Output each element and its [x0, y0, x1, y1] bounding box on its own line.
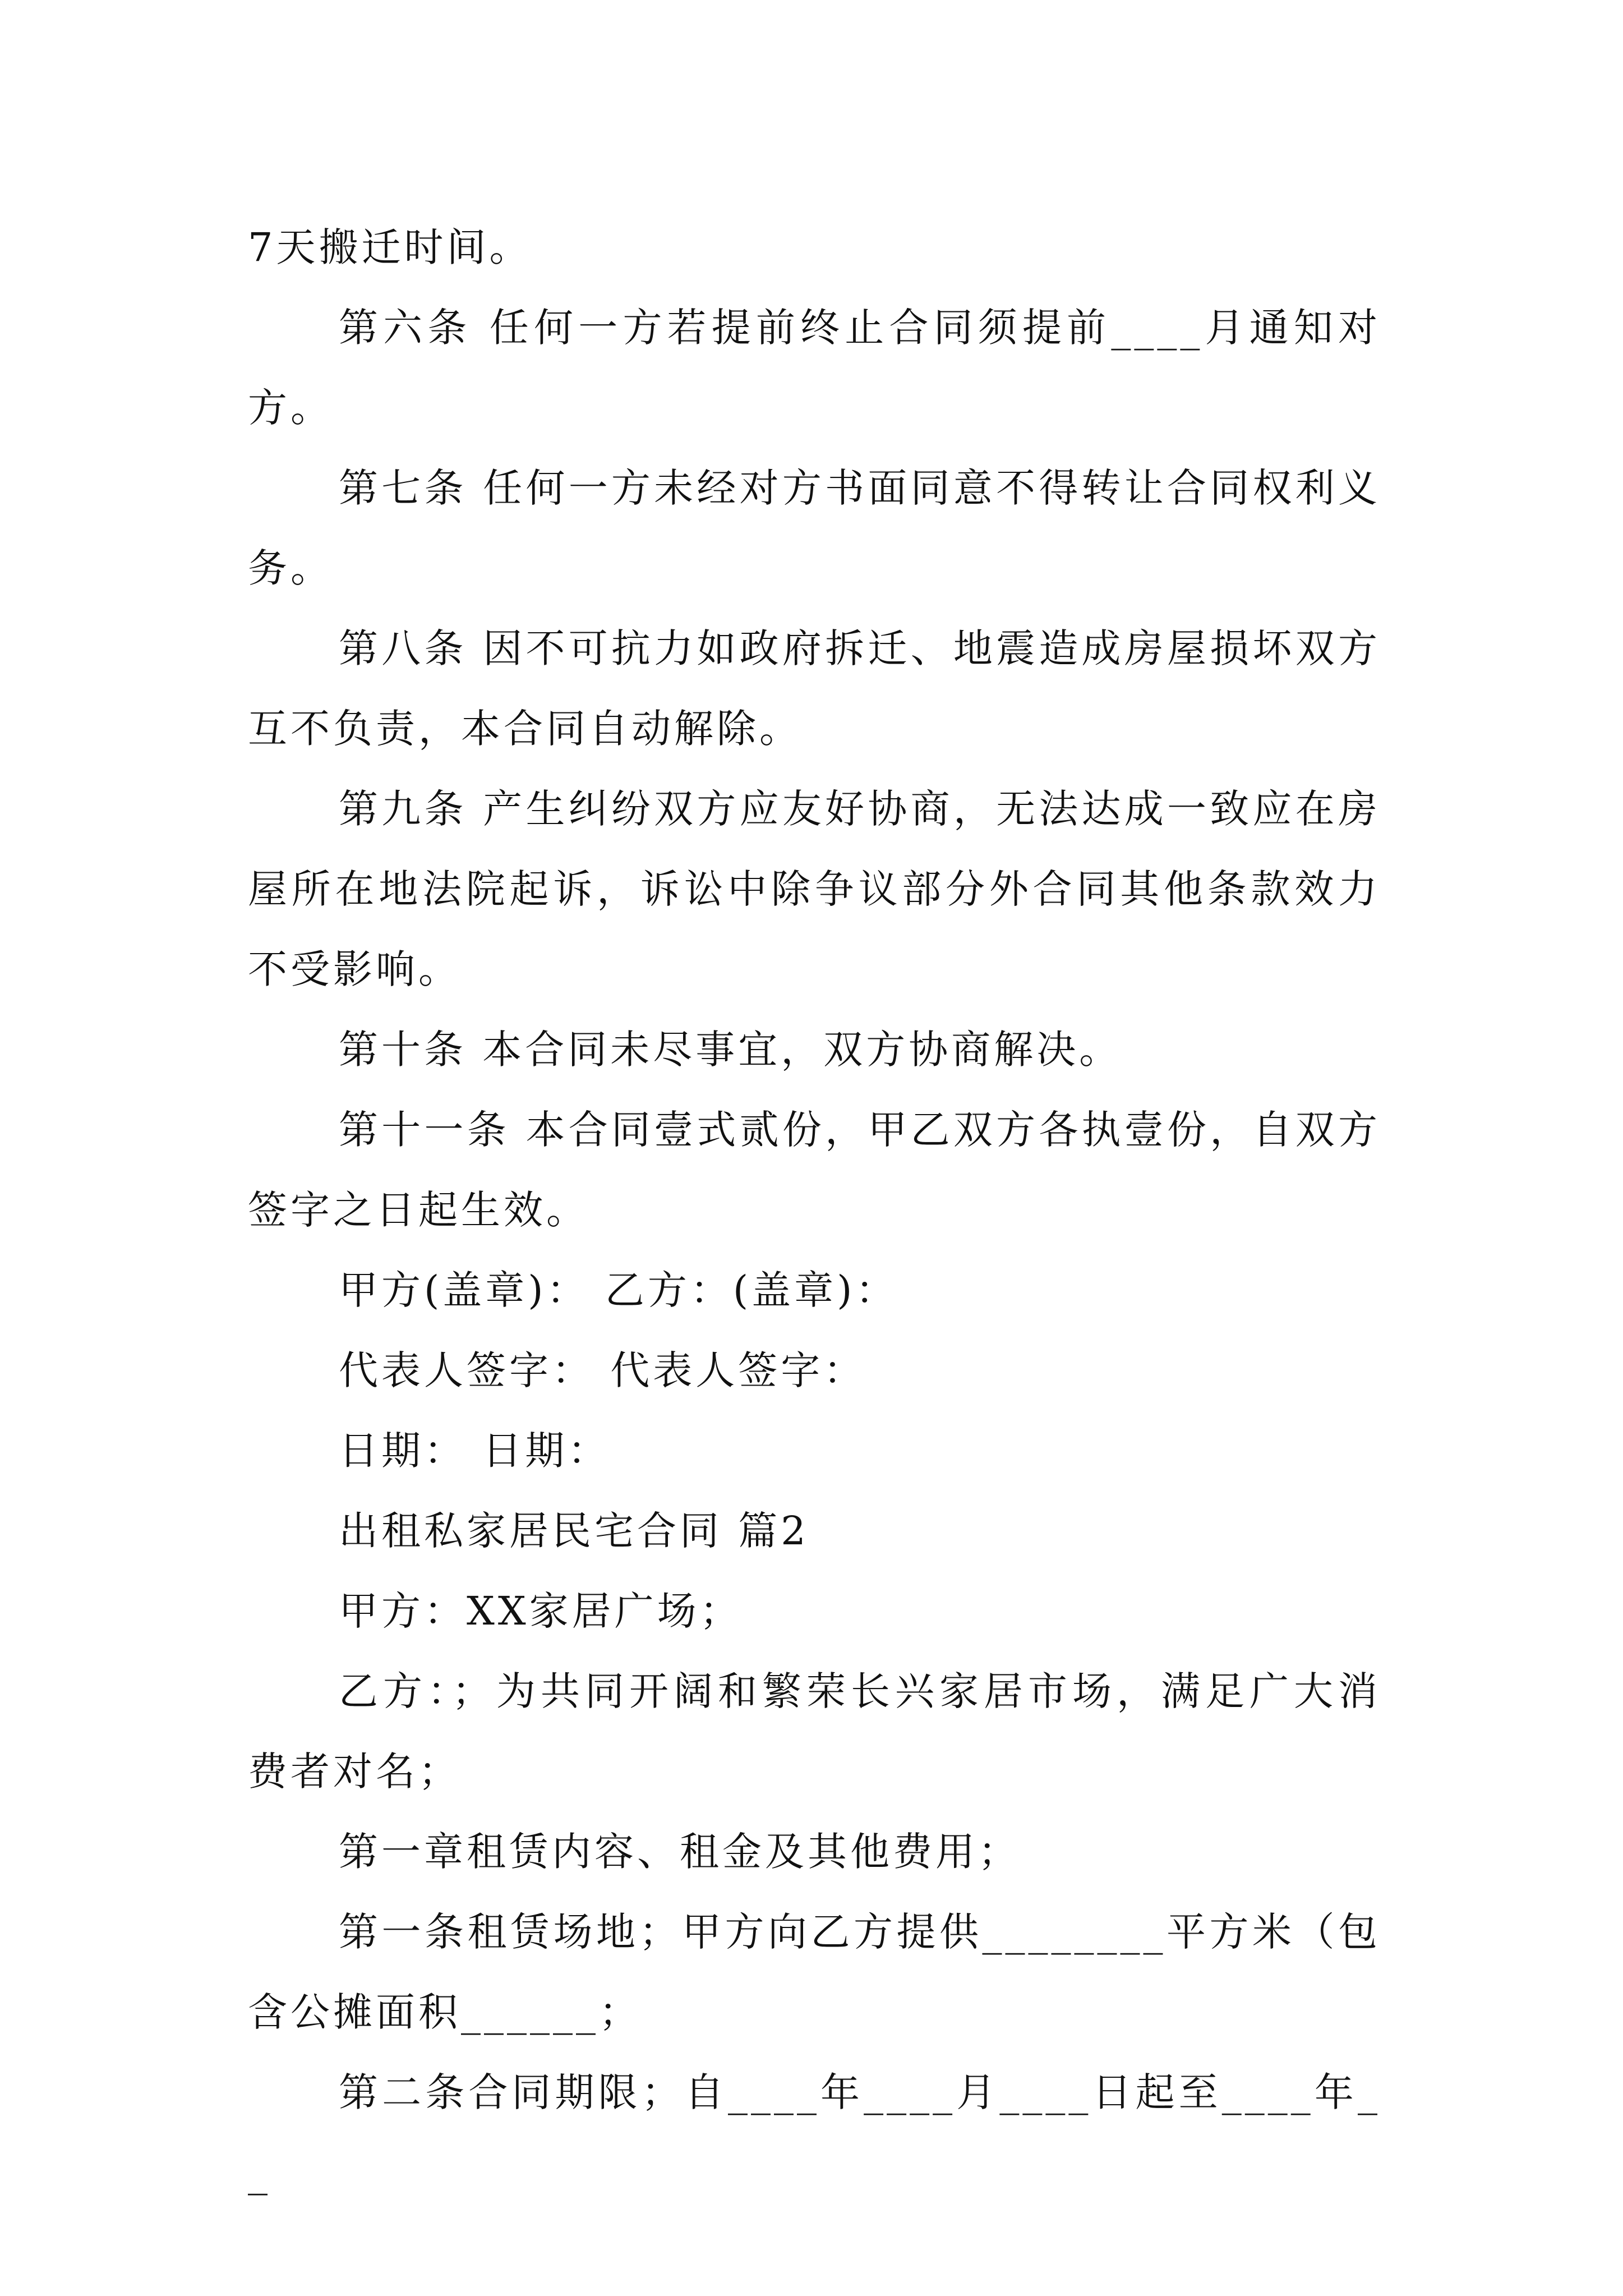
document-body — [248, 208, 1381, 2213]
paragraph-article-10: 第十条 本合同未尽事宜，双方协商解决。 — [339, 1027, 1122, 1073]
article-1-lease-site: 第一条租赁场地；甲方向乙方提供________平方米（包含公摊面积______； — [248, 1909, 1381, 2035]
section-title: 出租私家居民宅合同 篇2 — [339, 1508, 809, 1554]
article-2-contract-term: 第二条合同期限；自____年____月____日起至____年__ — [248, 2069, 1381, 2196]
signature-seal-line: 甲方(盖章)： 乙方：(盖章)： — [339, 1267, 898, 1313]
paragraph-article-6: 第六条 任何一方若提前终止合同须提前____月通知对方。 — [248, 305, 1381, 431]
paragraph-article-8: 第八条 因不可抗力如政府拆迁、地震造成房屋损坏双方互不负责，本合同自动解除。 — [248, 625, 1381, 752]
paragraph-article-9: 第九条 产生纠纷双方应友好协商，无法达成一致应在房屋所在地法院起诉，诉讼中除争议部分外合同其他条款效力不受影响。 — [248, 786, 1381, 992]
paragraph-relocation-time: 7天搬迁时间。 — [248, 224, 532, 270]
chapter-1-heading: 第一章租赁内容、租金及其他费用； — [339, 1829, 1021, 1875]
signature-representative-line: 代表人签字： 代表人签字： — [339, 1347, 866, 1393]
paragraph-article-11: 第十一条 本合同壹式贰份，甲乙双方各执壹份，自双方签字之日起生效。 — [248, 1107, 1381, 1233]
signature-date-line: 日期： 日期： — [339, 1428, 611, 1474]
paragraph-article-7: 第七条 任何一方未经对方书面同意不得转让合同权利义务。 — [248, 465, 1381, 591]
party-b-line: 乙方：；为共同开阔和繁荣长兴家居市场，满足广大消费者对名； — [248, 1668, 1381, 1795]
party-a-line: 甲方：XX家居广场； — [339, 1588, 743, 1634]
